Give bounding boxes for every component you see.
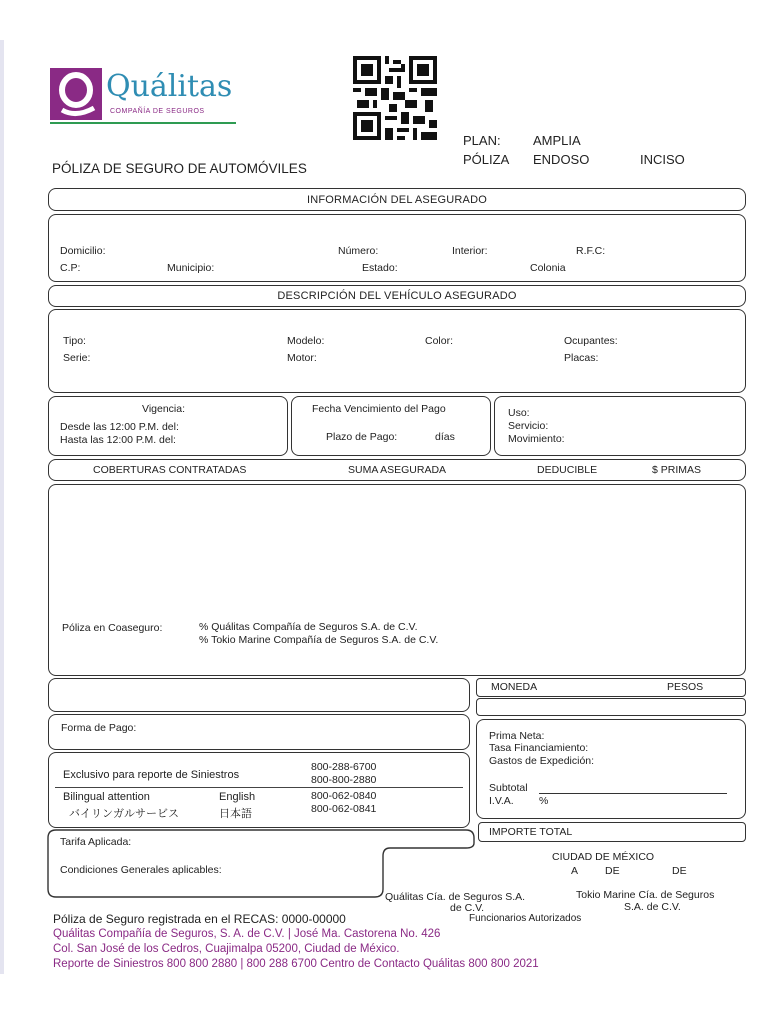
subtotal-label: Subtotal [489, 782, 528, 794]
subtotal-line [539, 793, 727, 794]
coaseguro-label: Póliza en Coaseguro: [62, 622, 163, 634]
payment-due-title: Fecha Vencimiento del Pago [312, 403, 446, 415]
domicilio-label: Domicilio: [60, 245, 106, 257]
vigencia-title: Vigencia: [142, 403, 186, 415]
page-title: PÓLIZA DE SEGURO DE AUTOMÓVILES [52, 161, 307, 176]
ciudad-label: CIUDAD DE MÉXICO [552, 851, 655, 863]
forma-pago-box [48, 714, 470, 750]
use-box [494, 396, 746, 456]
endoso-label: ENDOSO [533, 152, 590, 167]
servicio-label: Servicio: [508, 420, 549, 432]
inciso-label: INCISO [640, 152, 685, 167]
footer-contact-line: Reporte de Siniestros 800 800 2880 | 800 288 6700 Centro de Contacto Quálitas 800 800 2021 [53, 958, 539, 970]
pesos-label: PESOS [667, 681, 704, 693]
totals-box [476, 719, 746, 819]
coverage-col-primas: $ PRIMAS [652, 464, 702, 476]
plan-label: PLAN: [463, 133, 501, 148]
iva-label: I.V.A. [489, 795, 514, 807]
logo-brand-text: Quálitas [106, 69, 233, 104]
english-label: English [219, 791, 256, 803]
coverage-header [48, 459, 746, 481]
condiciones-label: Condiciones Generales aplicables: [60, 864, 222, 876]
color-label: Color: [425, 335, 454, 347]
coaseguro-qualitas: % Quálitas Compañía de Seguros S.A. de C.V. [199, 621, 418, 633]
gastos-label: Gastos de Expedición: [489, 755, 595, 767]
logo-underline [50, 122, 236, 124]
poliza-label: PÓLIZA [463, 152, 510, 167]
interior-label: Interior: [452, 245, 488, 257]
siniestros-exclusivo: Exclusivo para reporte de Siniestros [63, 769, 240, 781]
siniestros-box [48, 752, 470, 828]
municipio-label: Municipio: [167, 262, 215, 274]
serie-label: Serie: [63, 352, 91, 364]
coverage-col-suma: SUMA ASEGURADA [348, 464, 447, 476]
payment-due-box [291, 396, 491, 456]
vigencia-hasta: Hasta las 12:00 P.M. del: [60, 434, 176, 446]
estado-label: Estado: [362, 262, 398, 274]
moneda-box [476, 678, 746, 697]
insured-section-header [48, 188, 746, 211]
uso-label: Uso: [508, 407, 530, 419]
numero-label: Número: [338, 245, 379, 257]
company-logo [50, 68, 240, 126]
moneda-label: MONEDA [491, 681, 538, 693]
placas-label: Placas: [564, 352, 599, 364]
colonia-label: Colonia [530, 262, 566, 274]
date-de-1: DE [605, 865, 620, 877]
insured-info-box [48, 214, 746, 282]
motor-label: Motor: [287, 352, 317, 364]
iva-percent: % [539, 795, 549, 807]
signature-tokio-line1: Tokio Marine Cía. de Seguros [576, 889, 715, 901]
siniestros-phone-1: 800-288-6700 [311, 761, 377, 773]
logo-q-icon [54, 70, 98, 118]
rfc-label: R.F.C: [576, 245, 606, 257]
coaseguro-tokio: % Tokio Marine Compañía de Seguros S.A. de C.V. [199, 634, 439, 646]
siniestros-phone-2: 800-800-2880 [311, 774, 377, 786]
forma-pago-label: Forma de Pago: [61, 722, 137, 734]
signature-qualitas-line2: de C.V. [450, 902, 485, 914]
blank-box [48, 678, 470, 712]
importe-total-box [478, 822, 746, 842]
funcionarios-label: Funcionarios Autorizados [469, 913, 582, 924]
footer-address-line1: Quálitas Compañía de Seguros, S. A. de C.V. | José Ma. Castorena No. 426 [53, 928, 441, 940]
dias-label: días [435, 431, 455, 443]
vehicle-section-header [48, 285, 746, 307]
signature-tokio-line2: S.A. de C.V. [624, 901, 681, 913]
phone-japanese: 800-062-0841 [311, 803, 377, 815]
cp-label: C.P: [60, 262, 81, 274]
japanese-label: 日本語 [219, 808, 252, 820]
date-de-2: DE [672, 865, 687, 877]
recas-text: Póliza de Seguro registrada en el RECAS: 0000-00000 [53, 912, 346, 926]
footer-address-line2: Col. San José de los Cedros, Cuajimalpa 05200, Ciudad de México. [53, 943, 400, 955]
vehicle-header-text: DESCRIPCIÓN DEL VEHÍCULO ASEGURADO [277, 290, 517, 302]
importe-total-label: IMPORTE TOTAL [489, 826, 573, 838]
logo-subtitle: COMPAÑÍA DE SEGUROS [110, 108, 205, 115]
prima-neta-label: Prima Neta: [489, 730, 545, 742]
plazo-label: Plazo de Pago: [326, 431, 398, 443]
japanese-service-label: バイリンガルサービス [69, 808, 179, 820]
plan-value: AMPLIA [533, 133, 581, 148]
insured-header-text: INFORMACIÓN DEL ASEGURADO [306, 193, 487, 206]
coverage-col-coberturas: COBERTURAS CONTRATADAS [93, 464, 247, 476]
signature-qualitas-line1: Quálitas Cía. de Seguros S.A. [385, 891, 526, 903]
coverage-col-deducible: DEDUCIBLE [537, 464, 598, 476]
bilingual-label: Bilingual attention [63, 791, 150, 803]
tipo-label: Tipo: [63, 335, 86, 347]
moneda-value-box [476, 698, 746, 716]
qr-code [352, 56, 438, 140]
siniestros-divider [55, 787, 463, 788]
modelo-label: Modelo: [287, 335, 325, 347]
phone-english: 800-062-0840 [311, 790, 377, 802]
vehicle-info-box [48, 309, 746, 393]
vigencia-desde: Desde las 12:00 P.M. del: [60, 421, 179, 433]
vigencia-box [48, 396, 288, 456]
tarifa-label: Tarifa Aplicada: [60, 836, 132, 848]
date-a: A [571, 865, 579, 877]
tasa-label: Tasa Financiamiento: [489, 742, 589, 754]
ocupantes-label: Ocupantes: [564, 335, 618, 347]
page-edge [0, 40, 4, 974]
movimiento-label: Movimiento: [508, 433, 565, 445]
coverage-body [48, 484, 746, 676]
